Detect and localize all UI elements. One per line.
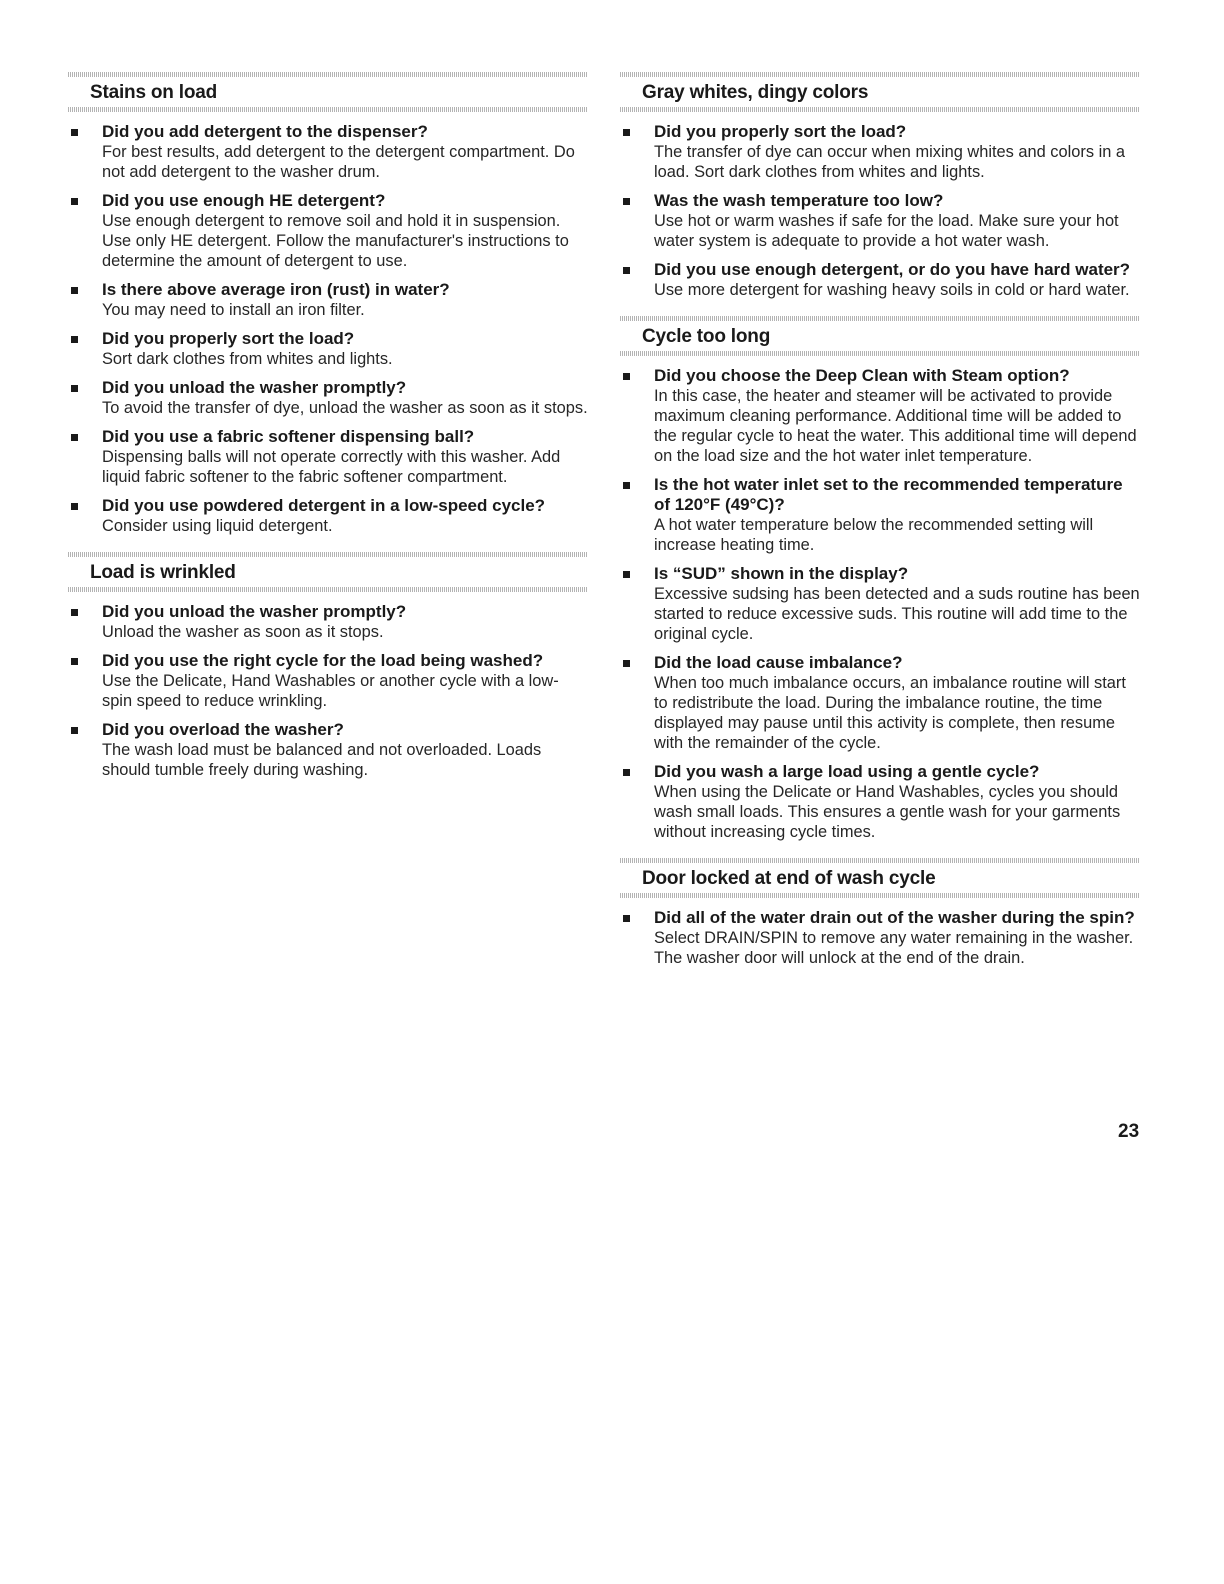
list-item — [68, 329, 588, 369]
question-text: Did you use the right cycle for the load being washed? — [102, 651, 544, 670]
question-text: Did you choose the Deep Clean with Steam option? — [654, 366, 1070, 385]
square-bullet-icon — [623, 660, 630, 667]
answer-text: Use more detergent for washing heavy soils in cold or hard water. — [654, 281, 1130, 299]
answer-text: The wash load must be balanced and not overloaded. Loads should tumble freely during washing. — [102, 741, 542, 779]
question-text: Did you use enough detergent, or do you have hard water? — [654, 260, 1131, 279]
question-list — [620, 898, 1140, 968]
list-item — [620, 908, 1140, 968]
right-column — [620, 72, 1140, 984]
question-list — [68, 592, 588, 780]
list-item — [68, 378, 588, 418]
answer-text: Excessive sudsing has been detected and a suds routine has been started to reduce excessive suds. This routine will add time to the original cycle. — [654, 585, 1140, 643]
list-item — [620, 762, 1140, 842]
square-bullet-icon — [623, 915, 630, 922]
question-text: Did you unload the washer promptly? — [102, 378, 407, 397]
section-header — [620, 72, 1140, 112]
square-bullet-icon — [71, 503, 78, 510]
question-text: Did you add detergent to the dispenser? — [102, 122, 428, 141]
answer-text: You may need to install an iron filter. — [102, 301, 365, 319]
square-bullet-icon — [623, 571, 630, 578]
square-bullet-icon — [71, 434, 78, 441]
troubleshooting-section — [68, 72, 588, 536]
question-text: Did you use enough HE detergent? — [102, 191, 386, 210]
square-bullet-icon — [623, 267, 630, 274]
answer-text: In this case, the heater and steamer will be activated to provide maximum cleaning performance. Additional time will be added to the regular cycle to heat the water. This additional time will depend on the load size and the hot water inlet temperature. — [654, 387, 1137, 465]
list-item — [68, 427, 588, 487]
left-column — [68, 72, 588, 796]
square-bullet-icon — [71, 385, 78, 392]
answer-text: To avoid the transfer of dye, unload the washer as soon as it stops. — [102, 399, 588, 417]
answer-text: A hot water temperature below the recommended setting will increase heating time. — [654, 516, 1094, 554]
list-item — [620, 191, 1140, 251]
question-text: Did you use a fabric softener dispensing ball? — [102, 427, 475, 446]
question-text: Is there above average iron (rust) in water? — [102, 280, 450, 299]
list-item — [68, 720, 588, 780]
list-item — [620, 122, 1140, 182]
square-bullet-icon — [71, 198, 78, 205]
section-title: Load is wrinkled — [90, 562, 236, 583]
question-text: Did the load cause imbalance? — [654, 653, 903, 672]
section-title: Stains on load — [90, 82, 218, 103]
answer-text: Sort dark clothes from whites and lights. — [102, 350, 393, 368]
answer-text: Use the Delicate, Hand Washables or another cycle with a low-spin speed to reduce wrinkling. — [102, 672, 559, 710]
section-header — [68, 72, 588, 112]
question-text: Was the wash temperature too low? — [654, 191, 944, 210]
square-bullet-icon — [623, 129, 630, 136]
question-list — [68, 112, 588, 536]
list-item — [68, 280, 588, 320]
square-bullet-icon — [623, 373, 630, 380]
answer-text: When using the Delicate or Hand Washables, cycles you should wash small loads. This ensures a gentle wash for your garments without increasing cycle times. — [654, 783, 1121, 841]
section-title: Cycle too long — [642, 326, 771, 347]
question-text: Did you properly sort the load? — [102, 329, 355, 348]
answer-text: Use enough detergent to remove soil and hold it in suspension. Use only HE detergent. Follow the manufacturer's instructions to determine the amount of detergent to use. — [102, 212, 569, 270]
list-item — [620, 475, 1140, 555]
section-title: Door locked at end of wash cycle — [642, 868, 936, 889]
square-bullet-icon — [71, 727, 78, 734]
square-bullet-icon — [623, 769, 630, 776]
list-item — [620, 366, 1140, 466]
troubleshooting-section — [620, 316, 1140, 842]
answer-text: Select DRAIN/SPIN to remove any water remaining in the washer. The washer door will unlock at the end of the drain. — [654, 929, 1134, 967]
square-bullet-icon — [71, 336, 78, 343]
square-bullet-icon — [71, 658, 78, 665]
list-item — [68, 122, 588, 182]
list-item — [68, 651, 588, 711]
square-bullet-icon — [71, 287, 78, 294]
question-text: Did you use powdered detergent in a low-speed cycle? — [102, 496, 546, 515]
square-bullet-icon — [623, 198, 630, 205]
question-list — [620, 112, 1140, 300]
answer-text: When too much imbalance occurs, an imbalance routine will start to redistribute the load. During the imbalance routine, the time displayed may pause until this activity is complete, then resume with the remainder of the cycle. — [654, 674, 1126, 752]
troubleshooting-section — [68, 552, 588, 780]
question-text: Is “SUD” shown in the display? — [654, 564, 909, 583]
square-bullet-icon — [71, 609, 78, 616]
troubleshooting-section — [620, 858, 1140, 968]
answer-text: The transfer of dye can occur when mixing whites and colors in a load. Sort dark clothes from whites and lights. — [654, 143, 1126, 181]
list-item — [620, 260, 1140, 300]
square-bullet-icon — [623, 482, 630, 489]
section-title: Gray whites, dingy colors — [642, 82, 869, 103]
square-bullet-icon — [71, 129, 78, 136]
page-number: 23 — [1118, 1121, 1140, 1142]
list-item — [620, 653, 1140, 753]
question-text: Is the hot water inlet set to the recommended temperature of 120°F (49°C)? — [654, 475, 1123, 514]
list-item — [68, 191, 588, 271]
section-header — [68, 552, 588, 592]
section-header — [620, 316, 1140, 356]
list-item — [620, 564, 1140, 644]
question-text: Did you properly sort the load? — [654, 122, 907, 141]
answer-text: For best results, add detergent to the detergent compartment. Do not add detergent to the washer drum. — [102, 143, 575, 181]
question-text: Did you overload the washer? — [102, 720, 344, 739]
answer-text: Use hot or warm washes if safe for the load. Make sure your hot water system is adequate to provide a hot water wash. — [654, 212, 1119, 250]
section-header — [620, 858, 1140, 898]
troubleshooting-section — [620, 72, 1140, 300]
question-text: Did you wash a large load using a gentle cycle? — [654, 762, 1040, 781]
answer-text: Dispensing balls will not operate correctly with this washer. Add liquid fabric softener to the fabric softener compartment. — [102, 448, 561, 486]
question-text: Did you unload the washer promptly? — [102, 602, 407, 621]
answer-text: Consider using liquid detergent. — [102, 517, 333, 535]
answer-text: Unload the washer as soon as it stops. — [102, 623, 384, 641]
question-text: Did all of the water drain out of the washer during the spin? — [654, 908, 1135, 927]
list-item — [68, 602, 588, 642]
question-list — [620, 356, 1140, 842]
list-item — [68, 496, 588, 536]
